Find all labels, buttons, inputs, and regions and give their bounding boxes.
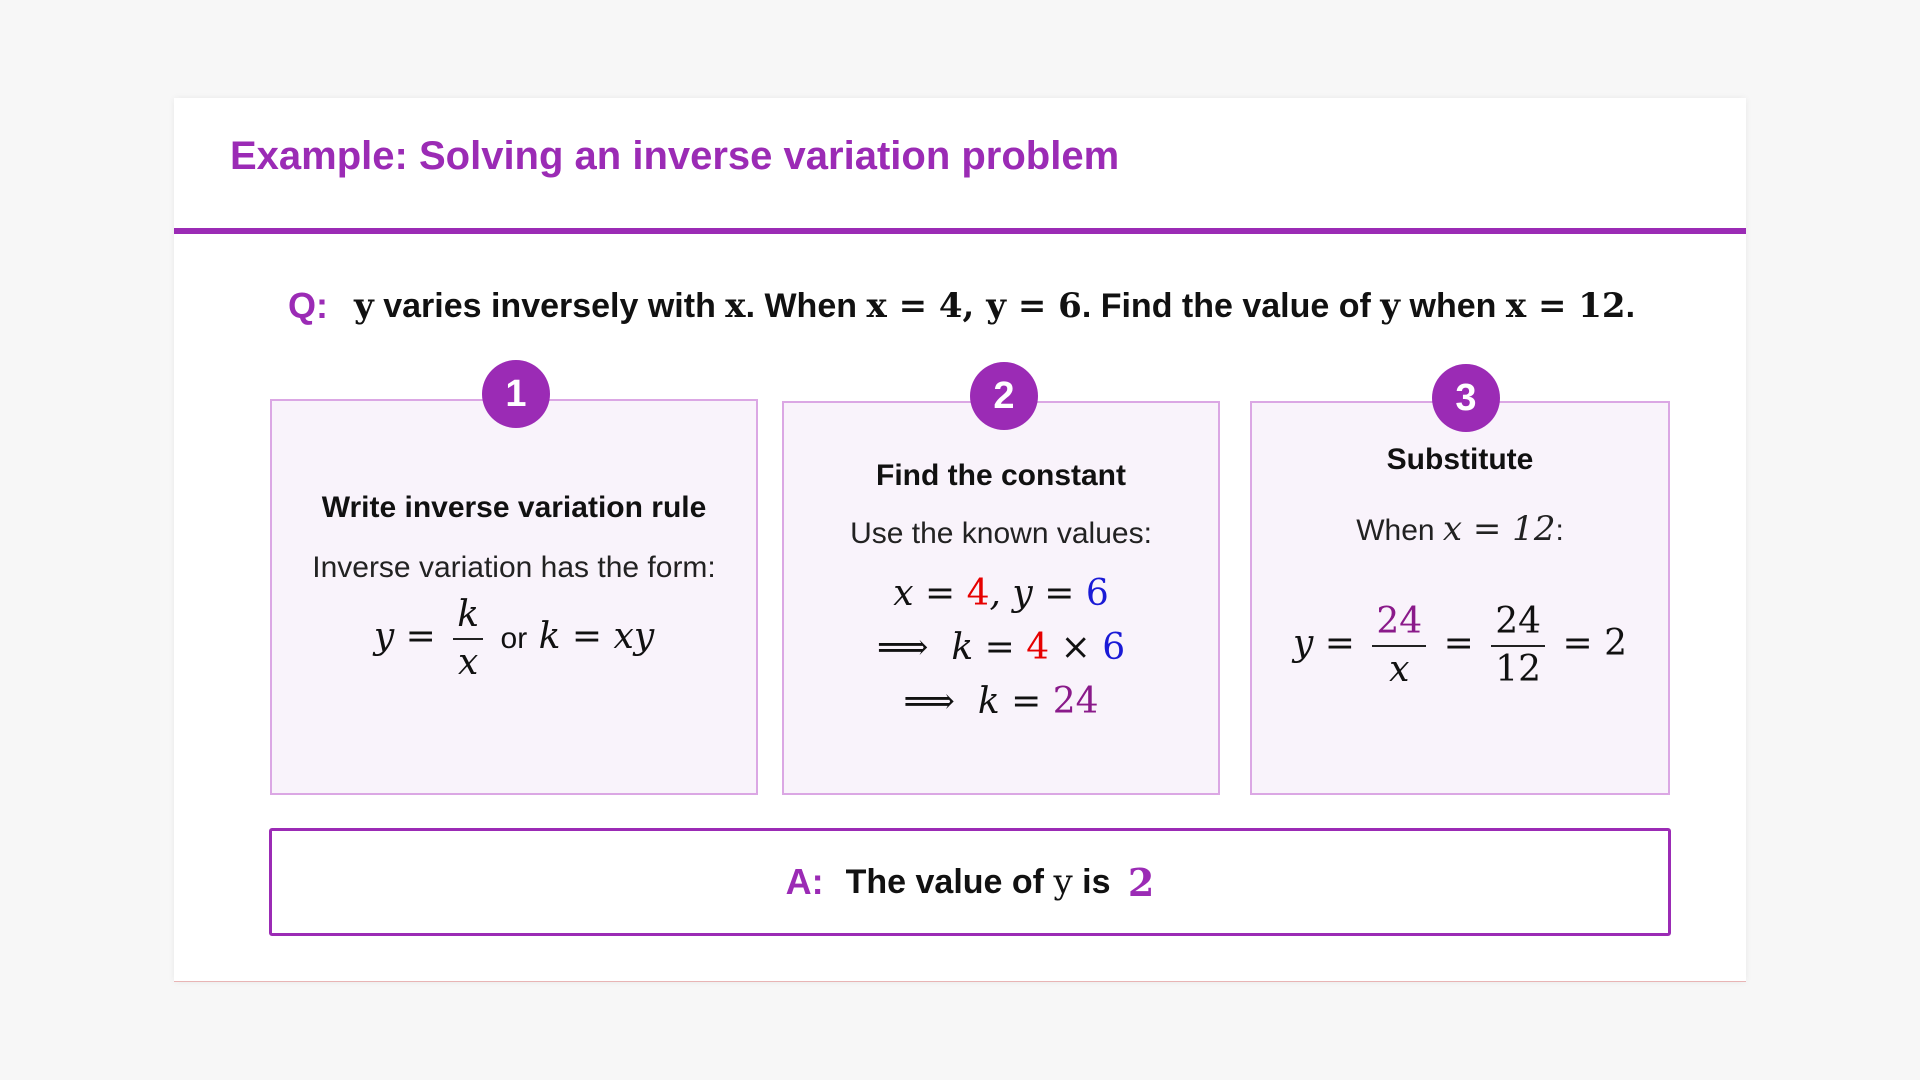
- step-3-fraction-2-num: 24: [1495, 601, 1542, 642]
- step-3-lhs: y =: [1292, 622, 1355, 664]
- answer-var-y: y: [1053, 862, 1073, 902]
- step-1-badge: 1: [482, 360, 550, 428]
- answer-label: A:: [785, 861, 824, 902]
- step-card-2: [782, 401, 1220, 795]
- step-1-fraction: [453, 596, 483, 682]
- step-2-line-3-prefix: ⟹ k =: [903, 681, 1053, 722]
- step-2-line-3: [784, 681, 1218, 722]
- step-1-fraction-num: k: [457, 594, 480, 635]
- step-3-formula: [1252, 603, 1668, 689]
- step-3-fraction-1-num: 24: [1376, 601, 1423, 642]
- step-2-line-2-prefix: ⟹ k =: [876, 627, 1027, 668]
- step-3-text-condition: x = 12: [1442, 509, 1556, 549]
- step-3-text-suffix: :: [1555, 514, 1564, 547]
- step-3-text: [1252, 509, 1668, 549]
- question-condition-2: x = 12: [1505, 286, 1626, 326]
- step-1-title: Write inverse variation rule: [321, 491, 707, 524]
- step-2-title: Find the constant: [876, 459, 1126, 492]
- step-3-badge: 3: [1432, 364, 1500, 432]
- step-3-fraction-1: [1372, 603, 1426, 689]
- step-2-x-value: 4: [966, 573, 990, 614]
- fraction-bar: [453, 638, 483, 640]
- question-text-1: varies inversely with: [373, 286, 726, 325]
- question-var-x: x: [725, 286, 746, 326]
- fraction-bar: [1491, 645, 1545, 647]
- header-divider: [174, 228, 1746, 234]
- step-2-y-value: 6: [1085, 573, 1109, 614]
- step-2-line-1-x: x =: [893, 573, 967, 614]
- step-2-text: Use the known values:: [850, 517, 1152, 550]
- step-1-or: or: [500, 621, 528, 655]
- step-3-title: Substitute: [1386, 443, 1534, 476]
- step-2-constant: 24: [1052, 681, 1099, 722]
- step-card-3: [1250, 401, 1670, 795]
- question-condition-1: x = 4, y = 6: [866, 286, 1082, 326]
- question: [288, 276, 1635, 336]
- answer-box: [269, 828, 1671, 936]
- question-label: Q:: [288, 285, 328, 326]
- step-1-formula-lhs: y =: [373, 615, 436, 657]
- question-var-y: y: [354, 286, 374, 326]
- step-2-line-2: [784, 627, 1218, 668]
- step-2-badge: 2: [970, 362, 1038, 430]
- step-3-fraction-2-den: 12: [1495, 648, 1542, 690]
- step-3-fraction-2: [1491, 603, 1545, 689]
- step-2-factor-a: 4: [1026, 627, 1050, 668]
- step-3-fraction-1-den: x: [1389, 648, 1410, 690]
- step-2-line-1-sep: , y =: [989, 573, 1086, 614]
- step-1-text: Inverse variation has the form:: [312, 551, 716, 584]
- answer-text-1: The value of: [845, 862, 1054, 901]
- question-text-5: .: [1625, 286, 1636, 325]
- answer-value: 2: [1127, 859, 1155, 905]
- step-2-line-1: [784, 573, 1218, 614]
- step-1-formula: [272, 596, 756, 682]
- step-2-times: ×: [1049, 627, 1103, 668]
- question-var-y-2: y: [1380, 286, 1401, 326]
- step-3-text-prefix: When: [1356, 514, 1443, 547]
- fraction-bar: [1372, 645, 1426, 647]
- step-3-equals: =: [1443, 622, 1474, 664]
- step-3-result: = 2: [1562, 622, 1628, 664]
- question-text-2: . When: [745, 286, 867, 325]
- step-1-formula-rhs: k = xy: [538, 615, 655, 657]
- step-card-1: [270, 399, 758, 795]
- step-2-factor-b: 6: [1102, 627, 1126, 668]
- page-title: Example: Solving an inverse variation problem: [230, 134, 1120, 178]
- step-1-fraction-den: x: [457, 641, 479, 683]
- question-text-4: when: [1400, 286, 1506, 325]
- question-text-3: . Find the value of: [1081, 286, 1381, 325]
- slide: [174, 98, 1746, 982]
- answer-text-2: is: [1072, 862, 1120, 901]
